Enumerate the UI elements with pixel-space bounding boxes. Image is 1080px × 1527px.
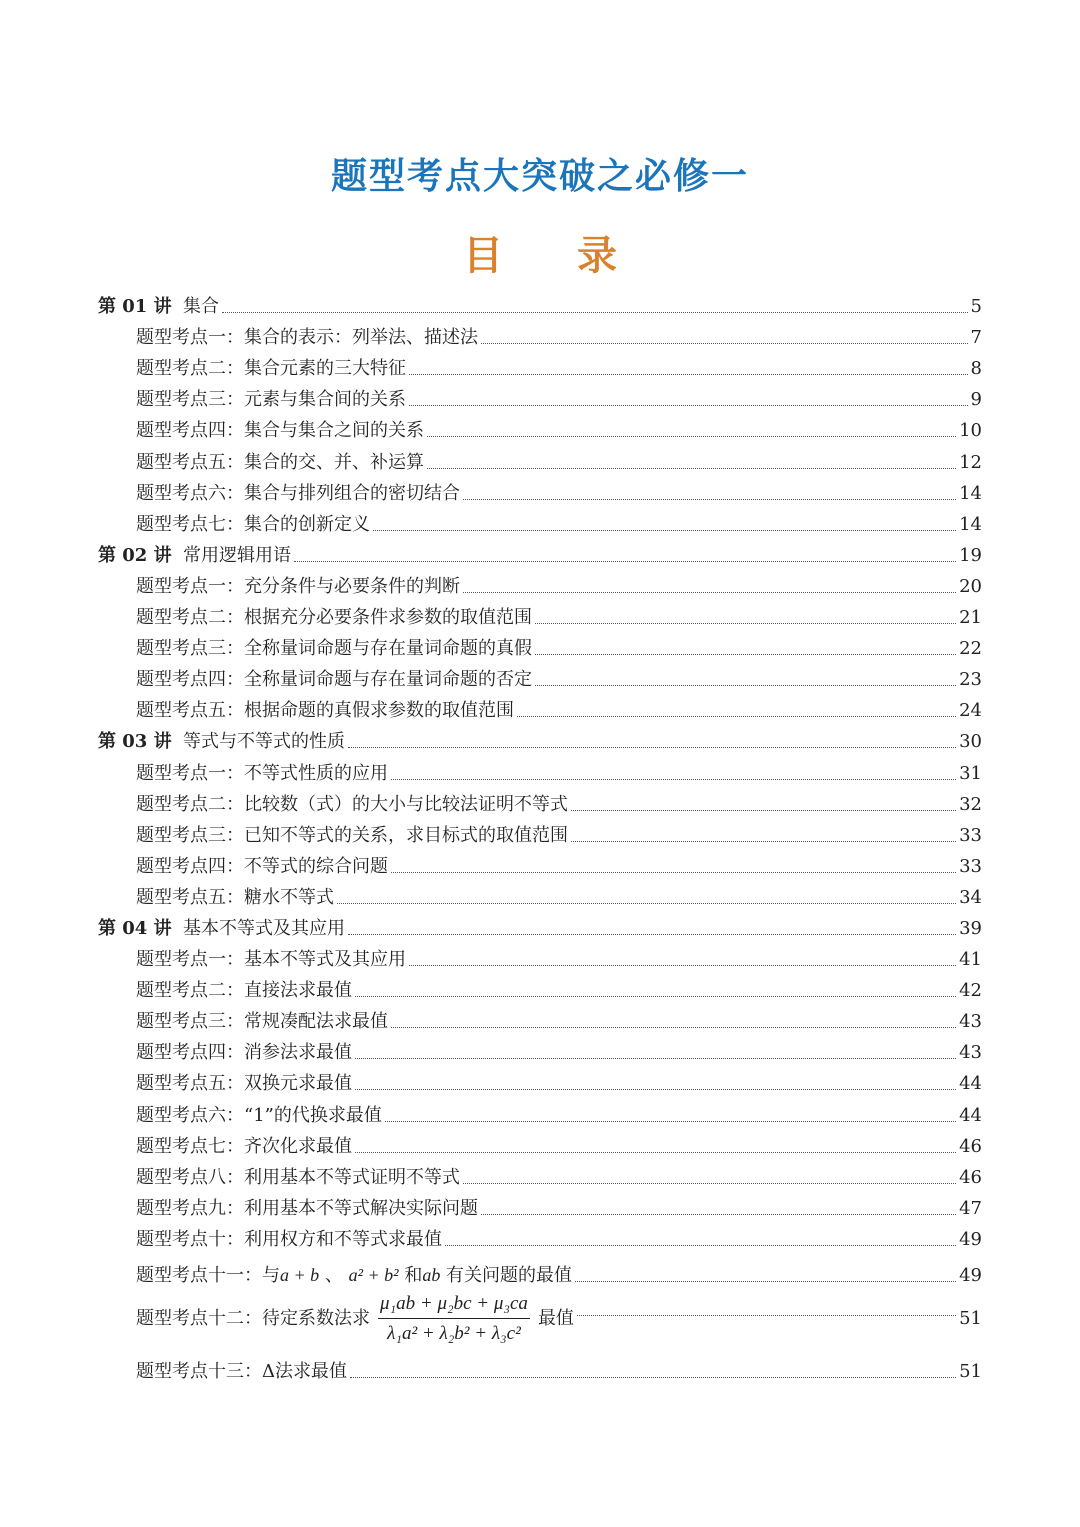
item-label: 题型考点三： bbox=[136, 638, 244, 660]
item-label: 题型考点三： bbox=[136, 1011, 244, 1033]
lecture-number: 第 01 讲 bbox=[98, 296, 172, 318]
dot-leader bbox=[571, 841, 956, 842]
item-title: 根据充分必要条件求参数的取值范围 bbox=[244, 607, 532, 629]
dot-leader bbox=[427, 436, 956, 437]
page-number: 42 bbox=[959, 980, 982, 1002]
page-number: 34 bbox=[959, 886, 982, 908]
toc-item[interactable] bbox=[98, 692, 982, 723]
page-number: 22 bbox=[959, 638, 982, 660]
item-title: Δ法求最值 bbox=[262, 1360, 347, 1382]
toc-item[interactable] bbox=[98, 1350, 982, 1384]
toc-item[interactable] bbox=[98, 1128, 982, 1159]
dot-leader bbox=[355, 1089, 956, 1090]
item-label: 题型考点九： bbox=[136, 1197, 244, 1219]
toc-item-fraction[interactable] bbox=[98, 1288, 982, 1350]
item-label: 题型考点三： bbox=[136, 824, 244, 846]
item-title: 集合的表示：列举法、描述法 bbox=[244, 327, 478, 349]
page-number: 51 bbox=[959, 1307, 982, 1329]
dot-leader bbox=[391, 1027, 956, 1028]
item-title: 不等式的综合问题 bbox=[244, 855, 388, 877]
dot-leader bbox=[535, 623, 956, 624]
item-title: 常规凑配法求最值 bbox=[244, 1011, 388, 1033]
page-number: 10 bbox=[959, 420, 982, 442]
item-label: 题型考点六： bbox=[136, 482, 244, 504]
item-label: 题型考点四： bbox=[136, 669, 244, 691]
page-number: 14 bbox=[959, 513, 982, 535]
dot-leader bbox=[535, 654, 956, 655]
dot-leader bbox=[409, 405, 968, 406]
toc-item[interactable] bbox=[98, 1003, 982, 1034]
item-title: 消参法求最值 bbox=[244, 1042, 352, 1064]
toc-item[interactable] bbox=[98, 1065, 982, 1096]
toc-heading-char-2: 录 bbox=[576, 232, 617, 279]
dot-leader bbox=[355, 1058, 956, 1059]
toc-item[interactable] bbox=[98, 972, 982, 1003]
dot-leader bbox=[337, 903, 956, 904]
item-title-part: 、 bbox=[324, 1264, 343, 1286]
item-label: 题型考点十三： bbox=[136, 1360, 262, 1382]
toc-item[interactable] bbox=[98, 1096, 982, 1127]
item-label: 题型考点四： bbox=[136, 855, 244, 877]
item-title: 集合的交、并、补运算 bbox=[244, 451, 424, 473]
dot-leader bbox=[535, 685, 956, 686]
page-number: 23 bbox=[959, 669, 982, 691]
page-number: 47 bbox=[959, 1197, 982, 1219]
item-title: 全称量词命题与存在量词命题的真假 bbox=[244, 638, 532, 660]
dot-leader bbox=[348, 747, 956, 748]
toc-item[interactable] bbox=[98, 817, 982, 848]
math-a-plus-b: a + b bbox=[280, 1264, 320, 1285]
page-number: 33 bbox=[959, 855, 982, 877]
page-number: 49 bbox=[959, 1228, 982, 1250]
lecture-number: 第 04 讲 bbox=[98, 917, 172, 939]
toc-heading bbox=[0, 228, 1080, 284]
item-label: 题型考点一： bbox=[136, 575, 244, 597]
page-number: 30 bbox=[959, 731, 982, 753]
page-number: 19 bbox=[959, 544, 982, 566]
toc-item[interactable] bbox=[98, 506, 982, 537]
lecture-number: 第 03 讲 bbox=[98, 731, 172, 753]
page-number: 44 bbox=[959, 1073, 982, 1095]
toc-item[interactable] bbox=[98, 475, 982, 506]
dot-leader bbox=[463, 1183, 956, 1184]
toc-item[interactable] bbox=[98, 661, 982, 692]
dot-leader bbox=[517, 716, 956, 717]
item-label: 题型考点五： bbox=[136, 451, 244, 473]
page-number: 44 bbox=[959, 1104, 982, 1126]
math-a2-plus-b2: a² + b² bbox=[348, 1264, 399, 1285]
item-title: 元素与集合间的关系 bbox=[244, 389, 406, 411]
toc-item[interactable] bbox=[98, 412, 982, 443]
item-title: 集合元素的三大特征 bbox=[244, 358, 406, 380]
dot-leader bbox=[409, 374, 968, 375]
page-number: 46 bbox=[959, 1166, 982, 1188]
item-title: 不等式性质的应用 bbox=[244, 762, 388, 784]
toc-lecture-02[interactable] bbox=[98, 537, 982, 568]
dot-leader bbox=[294, 561, 956, 562]
item-label: 题型考点十二： bbox=[136, 1307, 262, 1329]
item-label: 题型考点十一： bbox=[136, 1264, 262, 1286]
page-number: 24 bbox=[959, 700, 982, 722]
item-title: 根据命题的真假求参数的取值范围 bbox=[244, 700, 514, 722]
item-title: 利用基本不等式证明不等式 bbox=[244, 1166, 460, 1188]
toc-lecture-01[interactable] bbox=[98, 288, 982, 319]
item-label: 题型考点一： bbox=[136, 327, 244, 349]
item-label: 题型考点二： bbox=[136, 607, 244, 629]
dot-leader bbox=[445, 1245, 956, 1246]
math-ab: ab bbox=[422, 1264, 441, 1285]
page-number: 43 bbox=[959, 1042, 982, 1064]
item-label: 题型考点一： bbox=[136, 762, 244, 784]
page-number: 31 bbox=[959, 762, 982, 784]
page-number: 32 bbox=[959, 793, 982, 815]
lecture-title: 等式与不等式的性质 bbox=[183, 731, 346, 753]
page-number: 8 bbox=[970, 358, 982, 380]
item-title: 基本不等式及其应用 bbox=[244, 949, 406, 971]
item-label: 题型考点二： bbox=[136, 980, 244, 1002]
item-title: 充分条件与必要条件的判断 bbox=[244, 575, 460, 597]
toc-heading-char-1: 目 bbox=[463, 232, 504, 279]
toc-item[interactable] bbox=[98, 754, 982, 785]
toc-item[interactable] bbox=[98, 1221, 982, 1252]
lecture-number: 第 02 讲 bbox=[98, 544, 172, 566]
dot-leader bbox=[463, 499, 956, 500]
item-label: 题型考点二： bbox=[136, 358, 244, 380]
item-title: 利用权方和不等式求最值 bbox=[244, 1228, 442, 1250]
page-number: 33 bbox=[959, 824, 982, 846]
toc-item[interactable] bbox=[98, 350, 982, 381]
dot-leader bbox=[348, 934, 956, 935]
item-title: “1”的代换求最值 bbox=[244, 1104, 382, 1126]
item-title: 糖水不等式 bbox=[244, 886, 334, 908]
item-title: 集合与集合之间的关系 bbox=[244, 420, 424, 442]
fraction-denominator: λ₁a² + λ₂b² + λ₃c² bbox=[387, 1322, 521, 1344]
toc-item[interactable] bbox=[98, 381, 982, 412]
toc-item[interactable] bbox=[98, 1159, 982, 1190]
toc-lecture-04[interactable] bbox=[98, 910, 982, 941]
page-number: 41 bbox=[959, 949, 982, 971]
page-number: 21 bbox=[959, 607, 982, 629]
page-number: 9 bbox=[970, 389, 982, 411]
item-title: 比较数（式）的大小与比较法证明不等式 bbox=[244, 793, 568, 815]
item-title: 直接法求最值 bbox=[244, 980, 352, 1002]
lecture-title: 集合 bbox=[183, 296, 220, 318]
item-title-part: 和 bbox=[404, 1264, 423, 1286]
page-number: 43 bbox=[959, 1011, 982, 1033]
dot-leader bbox=[373, 530, 956, 531]
lecture-title: 常用逻辑用语 bbox=[183, 544, 292, 566]
dot-leader bbox=[571, 810, 956, 811]
item-label: 题型考点五： bbox=[136, 700, 244, 722]
toc-item[interactable] bbox=[98, 879, 982, 910]
item-title: 集合的创新定义 bbox=[244, 513, 370, 535]
item-label: 题型考点七： bbox=[136, 513, 244, 535]
item-title: 齐次化求最值 bbox=[244, 1135, 352, 1157]
page-number: 7 bbox=[970, 327, 982, 349]
toc-item[interactable] bbox=[98, 443, 982, 474]
dot-leader bbox=[575, 1281, 956, 1282]
item-label: 题型考点十： bbox=[136, 1228, 244, 1250]
document-title: 题型考点大突破之必修一 bbox=[330, 155, 749, 197]
page-number: 5 bbox=[970, 296, 982, 318]
toc-item[interactable] bbox=[98, 1034, 982, 1065]
dot-leader bbox=[355, 1152, 956, 1153]
toc-lecture-03[interactable] bbox=[98, 723, 982, 754]
item-label: 题型考点八： bbox=[136, 1166, 244, 1188]
dot-leader bbox=[385, 1121, 956, 1122]
toc-item[interactable] bbox=[98, 848, 982, 879]
dot-leader bbox=[222, 312, 968, 313]
item-title: 集合与排列组合的密切结合 bbox=[244, 482, 460, 504]
dot-leader bbox=[391, 779, 956, 780]
toc-item[interactable] bbox=[98, 1190, 982, 1221]
toc-item-math[interactable] bbox=[98, 1252, 982, 1288]
toc-item[interactable] bbox=[98, 319, 982, 350]
page-number: 14 bbox=[959, 482, 982, 504]
dot-leader bbox=[577, 1315, 956, 1316]
page-number: 51 bbox=[959, 1360, 982, 1382]
page-number: 12 bbox=[959, 451, 982, 473]
toc-item[interactable] bbox=[98, 786, 982, 817]
item-label: 题型考点四： bbox=[136, 420, 244, 442]
item-label: 题型考点二： bbox=[136, 793, 244, 815]
fraction-numerator: μ₁ab + μ₂bc + μ₃ca bbox=[378, 1292, 530, 1319]
dot-leader bbox=[481, 1214, 956, 1215]
dot-leader bbox=[409, 965, 956, 966]
toc-item[interactable] bbox=[98, 630, 982, 661]
item-title-suffix: 最值 bbox=[537, 1307, 574, 1329]
page-number: 46 bbox=[959, 1135, 982, 1157]
page-number: 49 bbox=[959, 1264, 982, 1286]
item-title: 全称量词命题与存在量词命题的否定 bbox=[244, 669, 532, 691]
item-title: 利用基本不等式解决实际问题 bbox=[244, 1197, 478, 1219]
item-title: 已知不等式的关系，求目标式的取值范围 bbox=[244, 824, 568, 846]
item-title-prefix: 待定系数法求 bbox=[262, 1307, 370, 1329]
page-number: 20 bbox=[959, 575, 982, 597]
dot-leader bbox=[350, 1377, 956, 1378]
item-label: 题型考点七： bbox=[136, 1135, 244, 1157]
item-label: 题型考点一： bbox=[136, 949, 244, 971]
dot-leader bbox=[391, 872, 956, 873]
dot-leader bbox=[463, 592, 956, 593]
page-number: 39 bbox=[959, 917, 982, 939]
item-title-part: 与 bbox=[262, 1264, 280, 1286]
item-label: 题型考点四： bbox=[136, 1042, 244, 1064]
item-title-part: 有关问题的最值 bbox=[446, 1264, 573, 1286]
item-label: 题型考点五： bbox=[136, 1073, 244, 1095]
table-of-contents bbox=[98, 288, 982, 1384]
dot-leader bbox=[355, 996, 956, 997]
item-title: 双换元求最值 bbox=[244, 1073, 352, 1095]
math-fraction bbox=[378, 1292, 530, 1346]
item-label: 题型考点五： bbox=[136, 886, 244, 908]
toc-item[interactable] bbox=[98, 568, 982, 599]
toc-item[interactable] bbox=[98, 599, 982, 630]
item-label: 题型考点三： bbox=[136, 389, 244, 411]
toc-item[interactable] bbox=[98, 941, 982, 972]
dot-leader bbox=[427, 468, 956, 469]
lecture-title: 基本不等式及其应用 bbox=[183, 917, 346, 939]
dot-leader bbox=[481, 343, 968, 344]
item-label: 题型考点六： bbox=[136, 1104, 244, 1126]
